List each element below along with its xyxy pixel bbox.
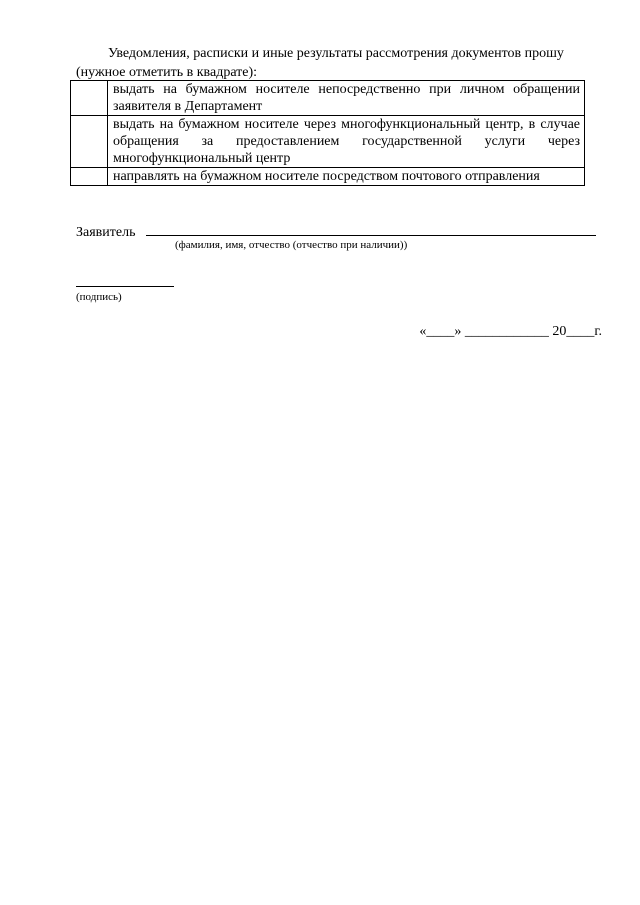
applicant-hint: (фамилия, имя, отчество (отчество при наличии)): [175, 239, 408, 251]
options-table: [70, 80, 585, 186]
option-row: [71, 81, 585, 116]
signature-hint: (подпись): [76, 291, 122, 303]
option-checkbox-in-person[interactable]: [71, 81, 108, 116]
option-checkbox-post[interactable]: [71, 168, 108, 186]
option-checkbox-mfc[interactable]: [71, 116, 108, 168]
applicant-label: Заявитель: [76, 225, 136, 240]
option-label-post: направлять на бумажном носителе посредством почтового отправления: [108, 168, 585, 186]
date-field: «____» ____________ 20____г.: [419, 324, 602, 339]
option-label-in-person: выдать на бумажном носителе непосредственно при личном обращении заявителя в Департамент: [108, 81, 585, 116]
option-label-mfc: выдать на бумажном носителе через многофункциональный центр, в случае обращения за предоставлением государственной услуги через многофункциональный центр: [108, 116, 585, 168]
intro-text: Уведомления, расписки и иные результаты рассмотрения документов прошу (нужное отметить в квадрате):: [76, 46, 564, 80]
option-row: [71, 116, 585, 168]
applicant-name-field[interactable]: [146, 235, 596, 236]
option-row: [71, 168, 585, 186]
signature-field[interactable]: [76, 286, 174, 287]
intro-paragraph: [76, 44, 604, 82]
